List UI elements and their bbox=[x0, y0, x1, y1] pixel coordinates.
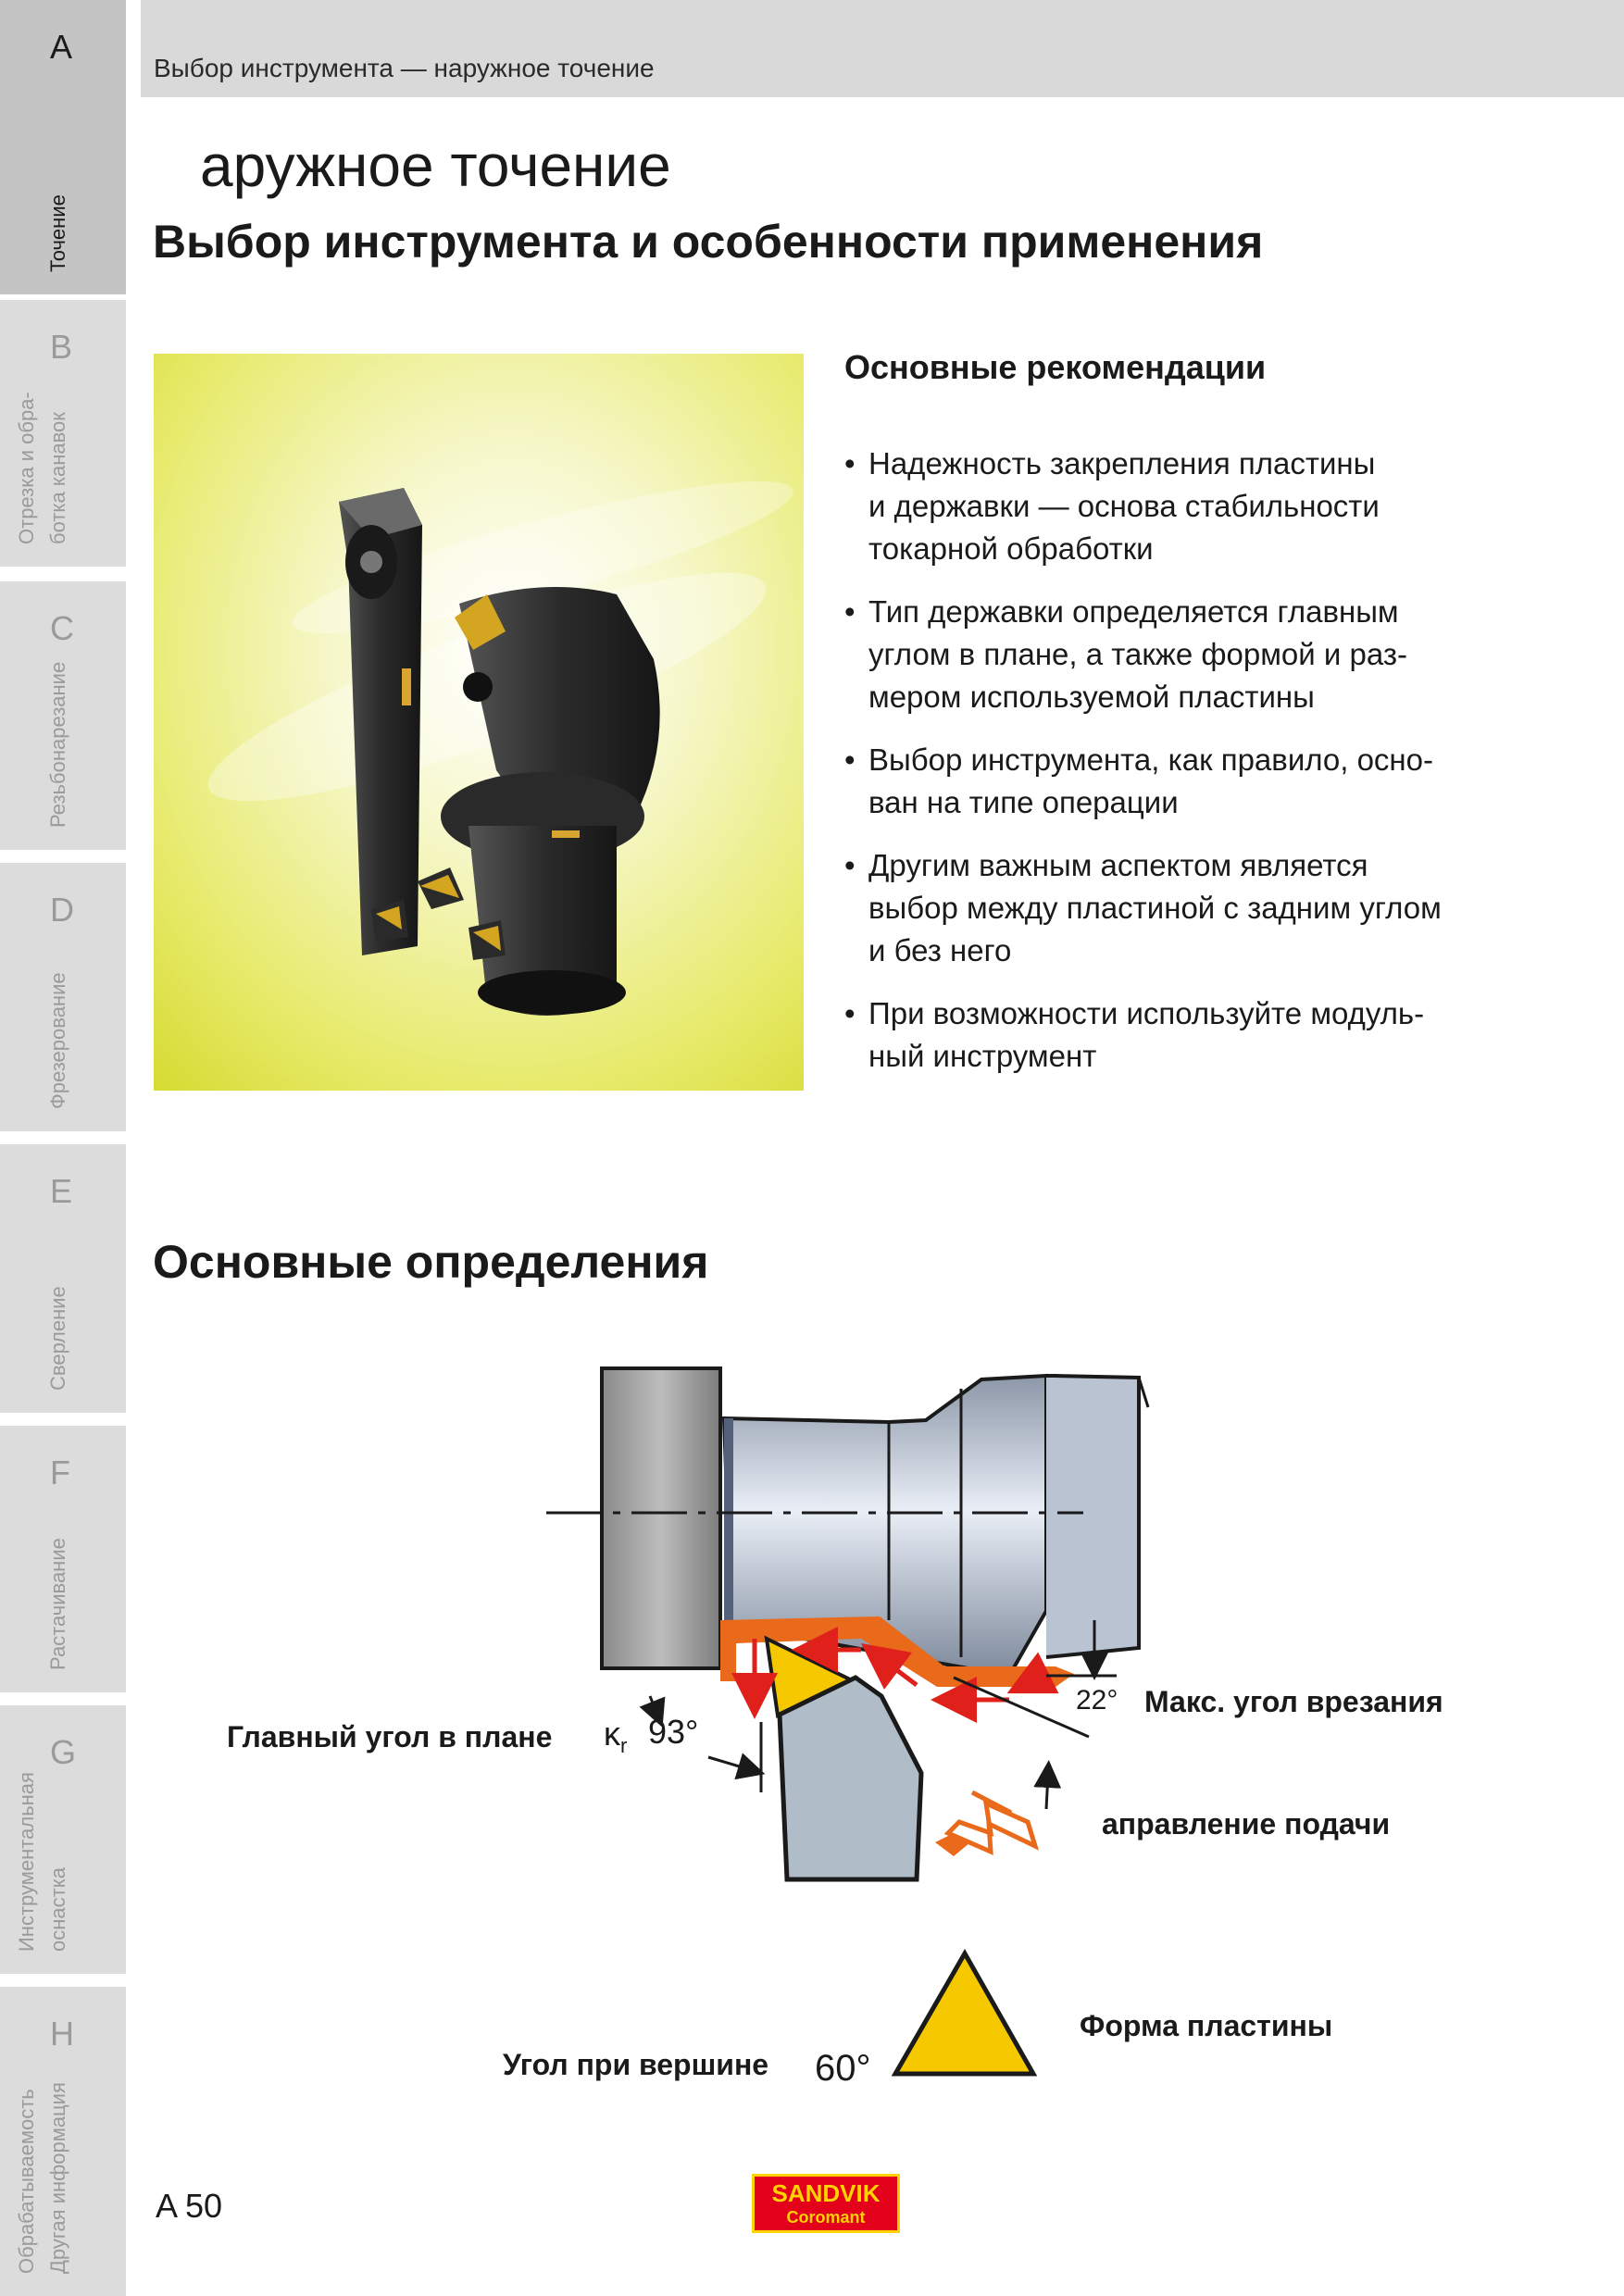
recommendations-title: Основные рекомендации bbox=[844, 348, 1267, 386]
feed-direction-label: аправление подачи bbox=[1102, 1807, 1391, 1841]
tip-angle-label: Угол при вершине bbox=[503, 2048, 769, 2081]
tab-letter: B bbox=[50, 328, 73, 366]
section-tabs bbox=[0, 0, 126, 2296]
bullet-icon: • bbox=[844, 996, 856, 1030]
kr-symbol bbox=[604, 1715, 627, 1758]
tip-angle-value: 60° bbox=[815, 2048, 871, 2089]
bullet-icon: • bbox=[844, 742, 856, 777]
tab-d-milling[interactable] bbox=[0, 863, 126, 1131]
list-item-text: Надежность закрепления пластины и державки — основа стабильности токарной обработки bbox=[868, 446, 1380, 566]
insert-shape-label: Форма пластины bbox=[1080, 2009, 1333, 2042]
main-angle-label: Главный угол в плане bbox=[227, 1720, 553, 1753]
tab-label: Точение bbox=[46, 194, 69, 272]
page-number: A 50 bbox=[156, 2187, 223, 2225]
logo-line1: SANDVIK bbox=[771, 2179, 881, 2207]
list-item bbox=[844, 443, 1511, 570]
max-angle-value: 22° bbox=[1076, 1685, 1118, 1716]
list-item-text: Другим важным аспектом является выбор между пластиной с задним углом и без него bbox=[868, 848, 1442, 967]
list-item bbox=[844, 992, 1511, 1078]
header-breadcrumb: Выбор инструмента — наружное точение bbox=[154, 54, 655, 82]
list-item bbox=[844, 844, 1511, 972]
list-item-text: Тип державки определяется главным углом в плане, а также формой и раз- мером используемой пластины bbox=[868, 594, 1407, 714]
tab-label: Растачивание bbox=[46, 1538, 69, 1670]
page-subtitle: Выбор инструмента и особенности применения bbox=[153, 216, 1264, 268]
tab-label: Сверление bbox=[46, 1286, 69, 1391]
tab-letter: A bbox=[50, 28, 73, 66]
tool-holders-photo bbox=[154, 354, 804, 1091]
tab-label: Обрабатываемость Другая информация bbox=[15, 2082, 69, 2274]
tab-letter: C bbox=[50, 609, 74, 647]
tab-letter: H bbox=[50, 2015, 74, 2053]
sandvik-logo bbox=[752, 2174, 900, 2233]
recommendations-list bbox=[844, 443, 1511, 1098]
page-title: аружное точение bbox=[200, 132, 671, 199]
tab-label: Фрезерование bbox=[46, 972, 69, 1109]
tab-f-boring[interactable] bbox=[0, 1426, 126, 1692]
tab-a-turning[interactable] bbox=[0, 0, 126, 294]
tab-letter: D bbox=[50, 891, 74, 929]
tab-g-tooling[interactable] bbox=[0, 1705, 126, 1974]
list-item-text: Выбор инструмента, как правило, осно- ван на типе операции bbox=[868, 742, 1433, 819]
kappa-glyph: κ bbox=[604, 1715, 620, 1753]
bullet-icon: • bbox=[844, 446, 856, 480]
bullet-icon: • bbox=[844, 594, 856, 629]
tab-c-threading[interactable] bbox=[0, 581, 126, 850]
tab-h-machinability[interactable] bbox=[0, 1987, 126, 2296]
bullet-icon: • bbox=[844, 848, 856, 882]
max-angle-label: Макс. угол врезания bbox=[1144, 1685, 1443, 1718]
turning-definitions-diagram bbox=[213, 1352, 1509, 2111]
tab-b-parting-grooving[interactable] bbox=[0, 300, 126, 567]
tab-label: Резьбонарезание bbox=[46, 661, 69, 828]
tab-e-drilling[interactable] bbox=[0, 1144, 126, 1413]
tab-letter: G bbox=[50, 1733, 77, 1771]
kr-angle-value: 93° bbox=[648, 1713, 699, 1751]
tab-letter: F bbox=[50, 1454, 70, 1491]
list-item-text: При возможности используйте модуль- ный инструмент bbox=[868, 996, 1425, 1073]
kr-subscript: r bbox=[620, 1734, 628, 1758]
logo-line2: Coromant bbox=[786, 2208, 866, 2227]
definitions-title: Основные определения bbox=[153, 1236, 709, 1288]
tab-label: Отрезка и обра- ботка канавок bbox=[15, 392, 69, 544]
page-header bbox=[141, 0, 1624, 97]
list-item bbox=[844, 591, 1511, 718]
tab-letter: E bbox=[50, 1172, 73, 1210]
list-item bbox=[844, 739, 1511, 824]
tab-label: Инструментальная оснастка bbox=[15, 1772, 69, 1952]
